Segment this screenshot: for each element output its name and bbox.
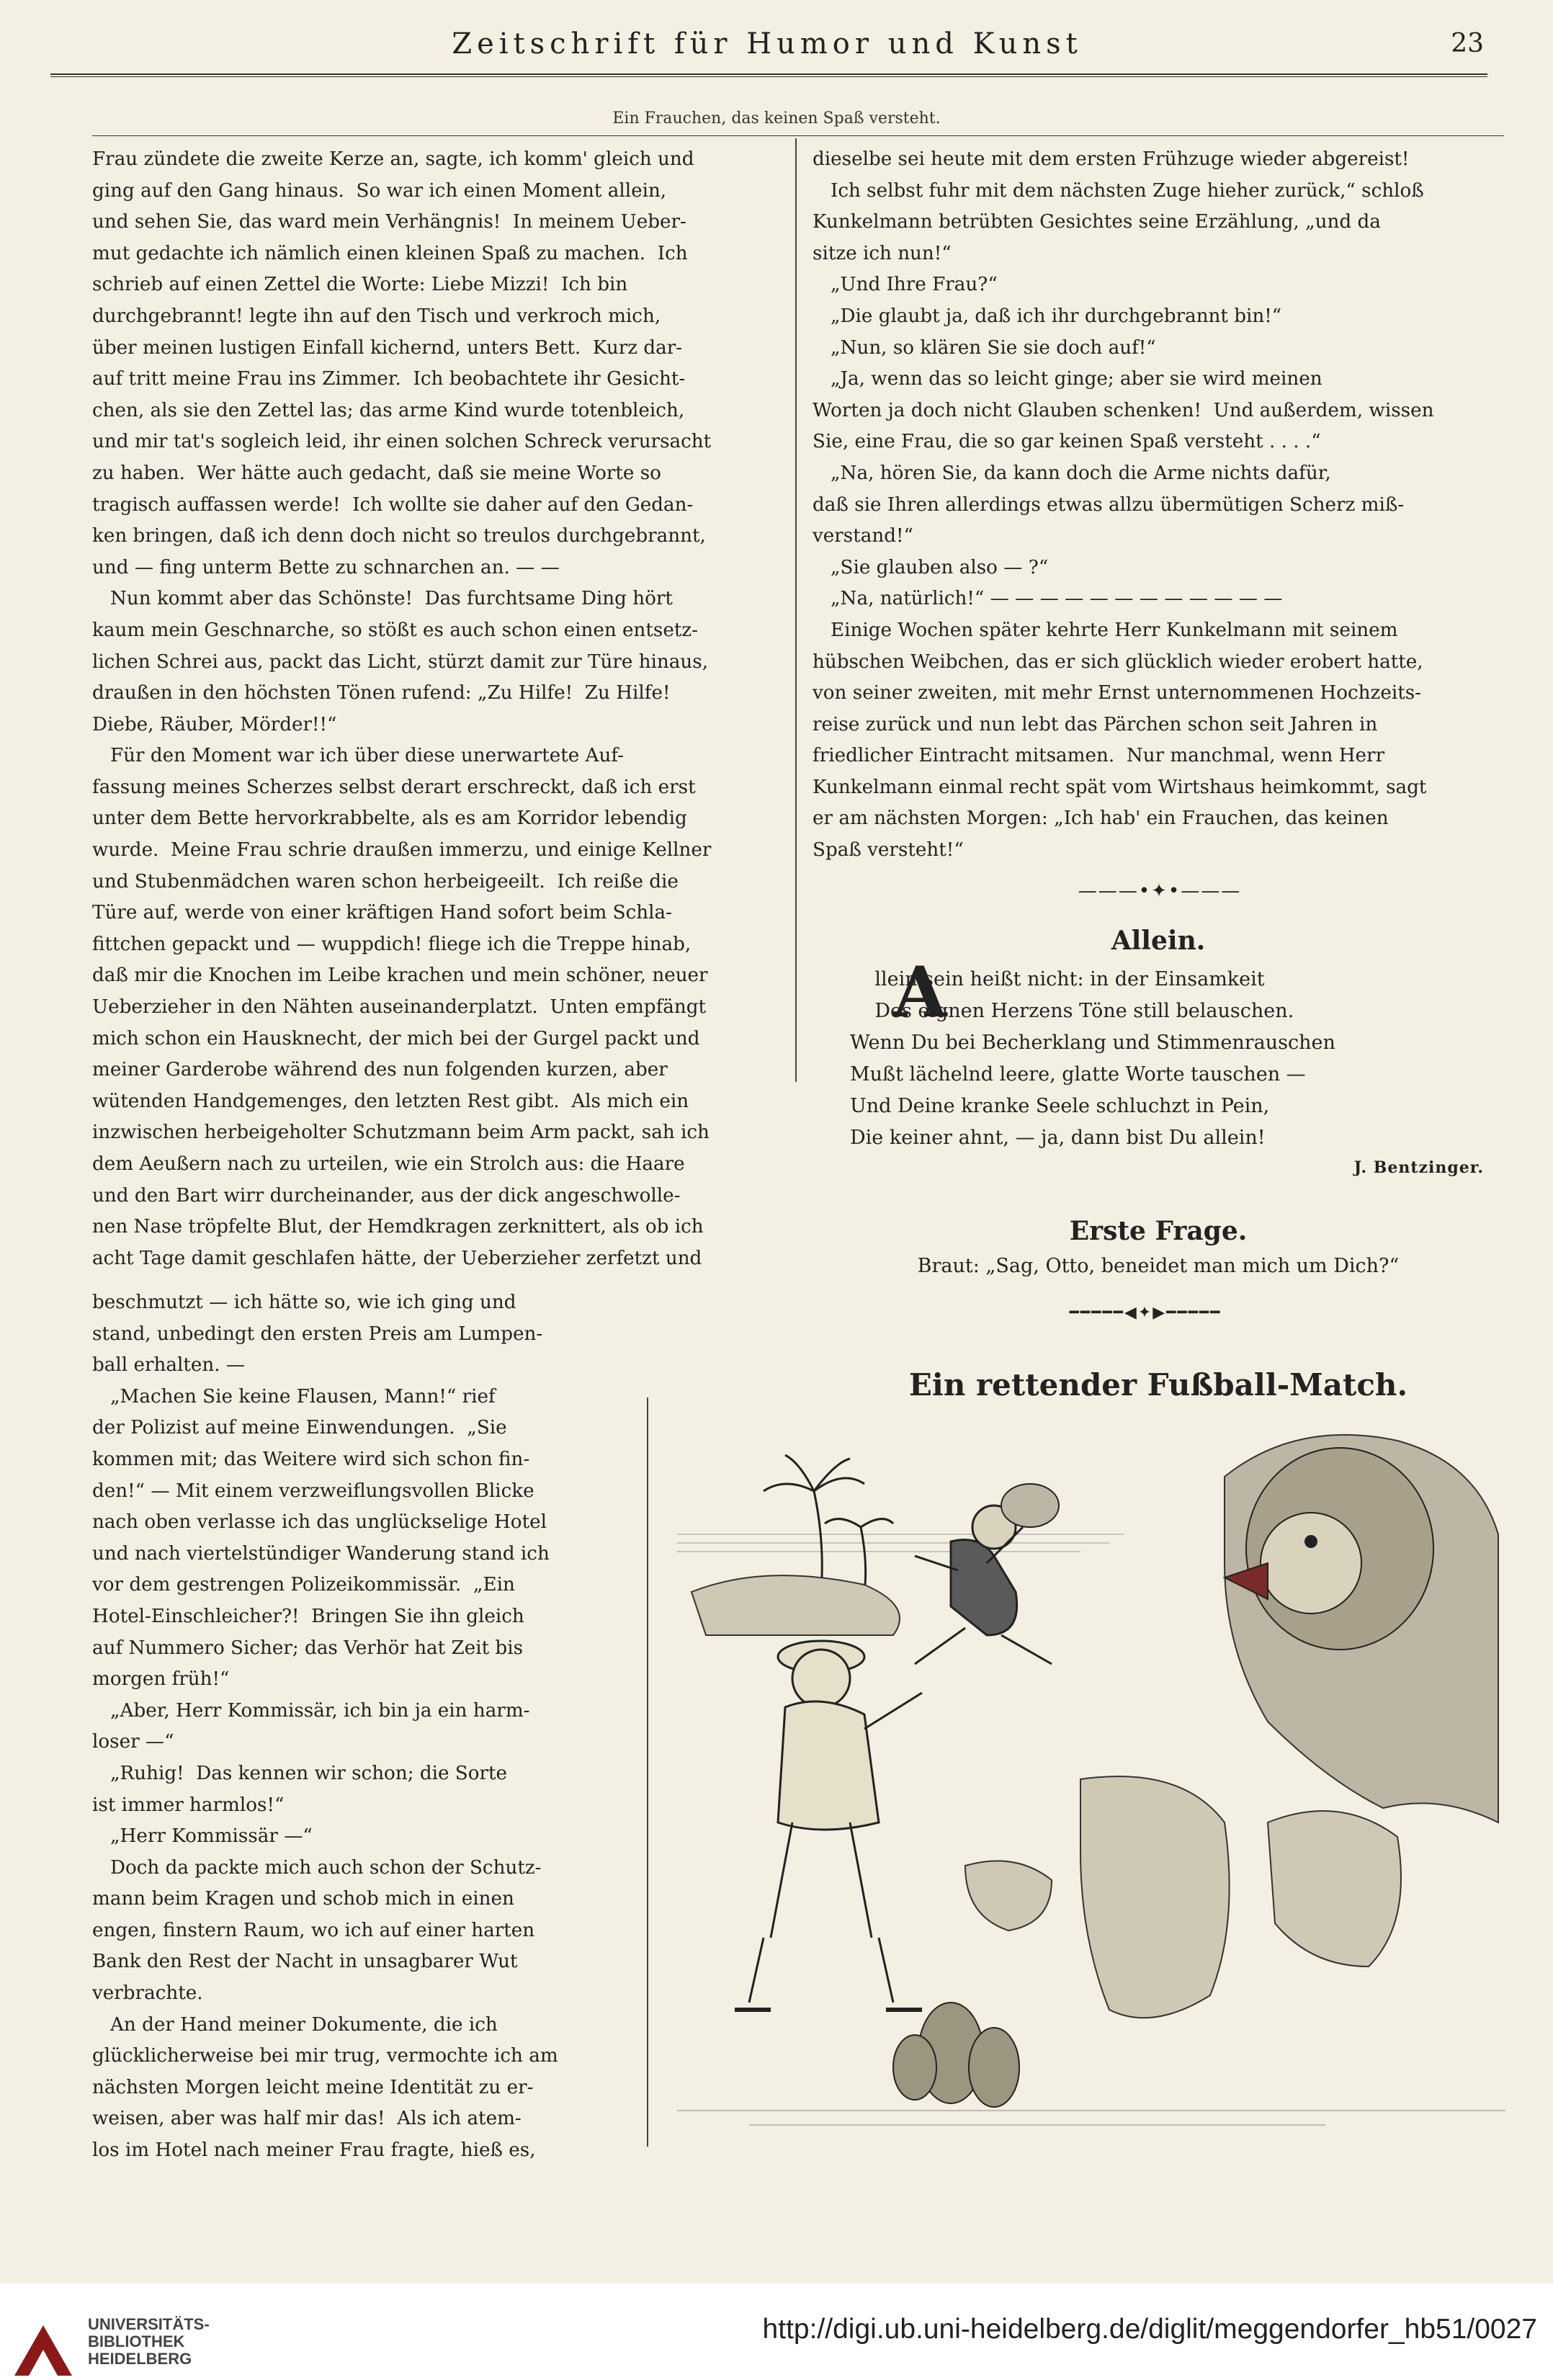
left-column-line: und sehen Sie, das ward mein Verhängnis! In meinem Ueber- <box>92 211 686 233</box>
source-url-link[interactable]: http://digi.ub.uni-heidelberg.de/diglit/meggendorfer_hb51/0027 <box>762 2314 1537 2345</box>
left-column-line: wurde. Meine Frau schrie draußen immerzu, und einige Kellner <box>92 839 712 862</box>
right-column-line: Kunkelmann betrübten Gesichtes seine Erzählung, „und da <box>813 211 1381 233</box>
flying-ball <box>1001 1484 1059 1527</box>
left-column-line: über meinen lustigen Einfall kichernd, unters Bett. Kurz dar- <box>92 336 683 359</box>
left-column-line: Ueberzieher in den Nähten auseinanderplatzt. Unten empfängt <box>92 996 707 1019</box>
left-column-line: zu haben. Wer hätte auch gedacht, daß sie meine Worte so <box>92 462 661 484</box>
left-column-narrow-line: loser —“ <box>92 1731 174 1753</box>
left-column-line: unter dem Bette hervorkrabbelte, als es am Korridor lebendig <box>92 808 687 830</box>
poem-line: Und Deine kranke Seele schluchzt in Pein, <box>850 1095 1270 1117</box>
left-column-narrow-line: „Ruhig! Das kennen wir schon; die Sorte <box>92 1762 508 1784</box>
left-column-narrow-line: Hotel-Einschleicher?! Bringen Sie ihn gleich <box>92 1605 524 1627</box>
column-divider <box>795 138 797 1082</box>
left-column-narrow-line: und nach viertelstündiger Wanderung stand ich <box>92 1542 550 1565</box>
left-column-narrow-line: auf Nummero Sicher; das Verhör hat Zeit bis <box>92 1637 524 1659</box>
left-column-narrow-line: verbrachte. <box>92 1982 203 2005</box>
left-column-narrow-line: weisen, aber was half mir das! Als ich atem- <box>92 2108 522 2130</box>
left-column-line: und Stubenmädchen waren schon herbeigeeilt. Ich reiße die <box>92 870 679 892</box>
left-column-line: wütenden Handgemenges, den letzten Rest gibt. Als mich ein <box>92 1090 689 1112</box>
right-column-line: Ich selbst fuhr mit dem nächsten Zuge hieher zurück,“ schloß <box>813 179 1424 202</box>
right-column-line: friedlicher Eintracht mitsamen. Nur manchmal, wenn Herr <box>813 745 1385 767</box>
right-column-line: Einige Wochen später kehrte Herr Kunkelmann mit seinem <box>813 619 1398 641</box>
poem-dropcap: A <box>893 952 947 1033</box>
header-rule-thin <box>50 76 1487 77</box>
left-column-line: mich schon ein Hausknecht, der mich bei der Gurgel packt und <box>92 1027 700 1050</box>
narrow-column-divider <box>647 1397 648 2147</box>
left-column-narrow-line: ball erhalten. — <box>92 1354 246 1377</box>
right-column-line: „Sie glauben also — ?“ <box>813 556 1049 578</box>
right-column-line: er am nächsten Morgen: „Ich hab' ein Frauchen, das keinen <box>813 808 1389 830</box>
left-column-line: draußen in den höchsten Tönen rufend: „Zu Hilfe! Zu Hilfe! <box>92 682 671 704</box>
left-column-line: und mir tat's sogleich leid, ihr einen solchen Schreck verursacht <box>92 431 712 453</box>
page-header <box>50 27 1484 71</box>
right-column <box>813 144 1504 867</box>
left-column-line: tragisch auffassen werde! Ich wollte sie daher auf den Gedan- <box>92 493 694 516</box>
left-column-line: Türe auf, werde von einer kräftigen Hand sofort beim Schla- <box>92 902 672 924</box>
joke-title: Erste Frage. <box>1069 1216 1248 1246</box>
left-column-line: dem Aeußern nach zu urteilen, wie ein Strolch aus: die Haare <box>92 1153 685 1175</box>
left-column-narrow-line: Doch da packte mich auch schon der Schutz- <box>92 1856 542 1879</box>
left-column-narrow-line: nächsten Morgen leicht meine Identität zu er- <box>92 2076 534 2098</box>
poem-line: Die keiner ahnt, — ja, dann bist Du allein! <box>850 1127 1266 1149</box>
left-column-line: schrieb auf einen Zettel die Worte: Liebe Mizzi! Ich bin <box>92 274 628 296</box>
left-column <box>92 144 784 1274</box>
subheader-rule <box>92 135 1504 136</box>
left-column-narrow-line: nach oben verlasse ich das unglückselige Hotel <box>92 1511 547 1534</box>
header-rule <box>50 73 1487 75</box>
left-column-narrow <box>92 1287 640 2167</box>
left-column-narrow-line: den!“ — Mit einem verzweiflungsvollen Blicke <box>92 1480 534 1502</box>
left-column-narrow-line: „Machen Sie keine Flausen, Mann!“ rief <box>92 1385 496 1408</box>
right-column-line: „Nun, so klären Sie sie doch auf!“ <box>813 336 1156 359</box>
left-column-line: acht Tage damit geschlafen hätte, der Ueberzieher zerfetzt und <box>92 1247 702 1269</box>
poem-line: Des eignen Herzens Töne still belauschen. <box>850 1000 1294 1022</box>
left-column-narrow-line: stand, unbedingt den ersten Preis am Lumpen- <box>92 1323 543 1345</box>
logo-line-1: UNIVERSITÄTS- <box>88 2315 210 2333</box>
left-column-line: lichen Schrei aus, packt das Licht, stürzt damit zur Türe hinaus, <box>92 650 709 673</box>
left-column-line: Für den Moment war ich über diese unerwartete Auf- <box>92 745 624 767</box>
poem-title: Allein. <box>1111 926 1206 956</box>
left-column-line: und — fing unterm Bette zu schnarchen an. — — <box>92 556 560 578</box>
left-column-narrow-line: los im Hotel nach meiner Frau fragte, hieß es, <box>92 2139 536 2162</box>
left-column-narrow-line: engen, finstern Raum, wo ich auf einer harten <box>92 1919 535 1941</box>
left-column-line: und den Bart wirr durcheinander, aus der dick angeschwolle- <box>92 1184 681 1207</box>
joke-ornament: ━━━━━◀✦▶━━━━━ <box>1069 1304 1222 1322</box>
left-column-line: fassung meines Scherzes selbst derart erschreckt, daß ich erst <box>92 776 696 798</box>
left-column-line: Nun kommt aber das Schönste! Das furchtsame Ding hört <box>92 588 673 610</box>
left-column-narrow-line: Bank den Rest der Nacht in unsagbarer Wut <box>92 1951 518 1973</box>
section-ornament: ———•✦•——— <box>1078 880 1242 902</box>
left-column-narrow-line: kommen mit; das Weitere wird sich schon fin- <box>92 1448 530 1470</box>
left-column-narrow-line: ist immer harmlos!“ <box>92 1794 285 1816</box>
right-column-line: dieselbe sei heute mit dem ersten Frühzuge wieder abgereist! <box>813 148 1410 170</box>
left-column-narrow-line: mann beim Kragen und schob mich in einen <box>92 1888 514 1910</box>
journal-title: Zeitschrift für Humor und Kunst <box>452 27 1083 61</box>
left-column-line: durchgebrannt! legte ihn auf den Tisch und verkroch mich, <box>92 305 661 327</box>
left-column-narrow-line: glücklicherweise bei mir trug, vermochte ich am <box>92 2045 558 2067</box>
cartoon-title: Ein rettender Fußball-Match. <box>908 1367 1408 1402</box>
cartoon-illustration <box>677 1419 1505 2147</box>
logo-line-3: HEIDELBERG <box>88 2350 192 2368</box>
left-column-line: kaum mein Geschnarche, so stößt es auch schon einen entsetz- <box>92 619 699 641</box>
logo-line-2: BIBLIOTHEK <box>88 2332 185 2350</box>
right-column-line: „Na, natürlich!“ — — — — — — — — — — — — <box>813 588 1283 610</box>
left-column-line: fittchen gepackt und — wuppdich! fliege ich die Treppe hinab, <box>92 933 692 955</box>
poem-body <box>850 964 1484 1154</box>
right-column-line: hübschen Weibchen, das er sich glücklich wieder erobert hatte, <box>813 650 1423 673</box>
right-column-line: Kunkelmann einmal recht spät vom Wirtshaus heimkommt, sagt <box>813 776 1427 798</box>
page-number: 23 <box>1451 29 1484 58</box>
left-column-line: meiner Garderobe während des nun folgenden kurzen, aber <box>92 1059 668 1081</box>
left-column-narrow-line: „Herr Kommissär —“ <box>92 1825 313 1848</box>
right-column-line: Worten ja doch nicht Glauben schenken! Und außerdem, wissen <box>813 399 1434 421</box>
poem-line: Wenn Du bei Becherklang und Stimmenrauschen <box>850 1032 1335 1054</box>
left-column-narrow-line: vor dem gestrengen Polizeikommissär. „Ein <box>92 1574 515 1596</box>
right-column-line: „Und Ihre Frau?“ <box>813 274 998 296</box>
right-column-line: daß sie Ihren allerdings etwas allzu übermütigen Scherz miß- <box>813 493 1405 516</box>
right-column-line: Sie, eine Frau, die so gar keinen Spaß versteht . . . .“ <box>813 431 1321 453</box>
library-logo-icon <box>7 2318 79 2380</box>
right-column-line: verstand!“ <box>813 525 913 547</box>
left-column-narrow-line: beschmutzt — ich hätte so, wie ich ging und <box>92 1292 516 1313</box>
right-column-line: reise zurück und nun lebt das Pärchen schon seit Jahren in <box>813 713 1378 735</box>
left-column-line: mut gedachte ich nämlich einen kleinen Spaß zu machen. Ich <box>92 242 688 264</box>
left-column-line: chen, als sie den Zettel las; das arme Kind wurde totenbleich, <box>92 399 685 421</box>
poem-line: llein sein heißt nicht: in der Einsamkeit <box>850 968 1265 990</box>
left-column-line: inzwischen herbeigeholter Schutzmann beim Arm packt, sah ich <box>92 1122 710 1144</box>
left-column-narrow-line: „Aber, Herr Kommissär, ich bin ja ein harm- <box>92 1699 530 1722</box>
left-column-line: nen Nase tröpfelte Blut, der Hemdkragen zerknittert, als ob ich <box>92 1216 704 1238</box>
poem-author: J. Bentzinger. <box>1353 1158 1484 1177</box>
library-logo-text <box>88 2316 210 2368</box>
left-column-narrow-line: An der Hand meiner Dokumente, die ich <box>92 2013 498 2036</box>
right-column-line: „Na, hören Sie, da kann doch die Arme nichts dafür, <box>813 462 1331 484</box>
left-column-line: ging auf den Gang hinaus. So war ich einen Moment allein, <box>92 179 667 202</box>
running-head: Ein Frauchen, das keinen Spaß versteht. <box>612 109 941 128</box>
left-column-line: daß mir die Knochen im Leibe krachen und mein schöner, neuer <box>92 965 708 987</box>
right-column-line: „Die glaubt ja, daß ich ihr durchgebrannt bin!“ <box>813 305 1282 327</box>
left-column-narrow-line: der Polizist auf meine Einwendungen. „Sie <box>92 1417 507 1439</box>
right-column-line: von seiner zweiten, mit mehr Ernst unternommenen Hochzeits- <box>813 682 1422 704</box>
left-column-line: ken bringen, daß ich denn doch nicht so treulos durchgebrannt, <box>92 525 706 547</box>
left-column-line: Diebe, Räuber, Mörder!!“ <box>92 713 337 735</box>
left-column-narrow-line: morgen früh!“ <box>92 1668 230 1691</box>
poem-line: Mußt lächelnd leere, glatte Worte tauschen — <box>850 1063 1306 1086</box>
left-column-line: Frau zündete die zweite Kerze an, sagte, ich komm' gleich und <box>92 148 694 170</box>
left-column-line: auf tritt meine Frau ins Zimmer. Ich beobachtete ihr Gesicht- <box>92 368 686 390</box>
right-column-line: Spaß versteht!“ <box>813 839 964 862</box>
right-column-line: „Ja, wenn das so leicht ginge; aber sie wird meinen <box>813 368 1322 390</box>
right-column-line: sitze ich nun!“ <box>813 242 952 264</box>
joke-text: Braut: „Sag, Otto, beneidet man mich um Dich?“ <box>917 1255 1400 1277</box>
